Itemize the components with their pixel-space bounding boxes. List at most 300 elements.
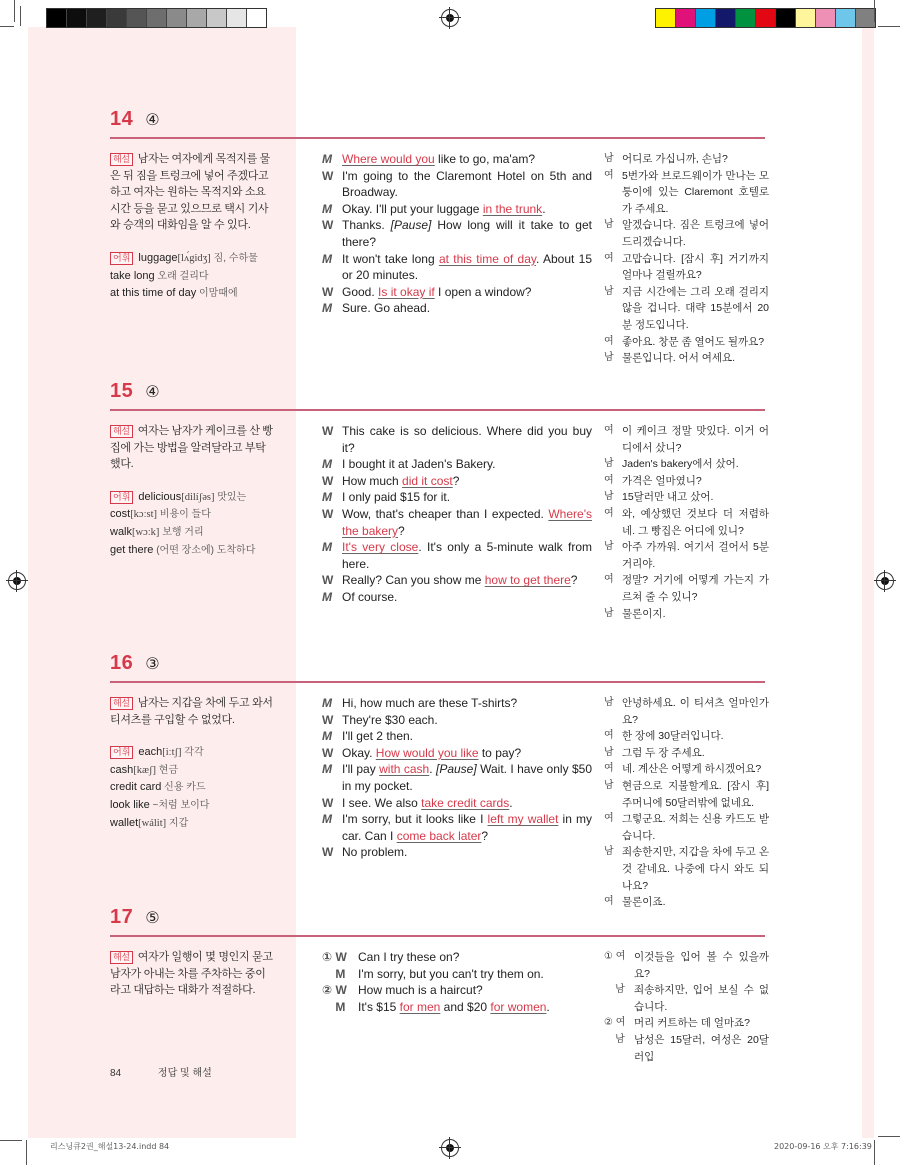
vocab-meaning: 신용 카드 bbox=[161, 782, 206, 794]
speaker-label: M bbox=[322, 729, 332, 744]
dialogue-line bbox=[322, 151, 592, 168]
text-run: I'll pay bbox=[342, 762, 380, 777]
text-run: No problem. bbox=[342, 845, 408, 860]
speaker-label: M bbox=[322, 762, 332, 777]
speaker-label: 여 bbox=[604, 507, 614, 519]
translation-text: 정말? 거기에 어떻게 가는지 가르쳐 줄 수 있니? bbox=[622, 574, 769, 603]
vocab-item bbox=[110, 815, 275, 833]
vocab-meaning: 현금 bbox=[156, 764, 179, 776]
color-swatch bbox=[696, 9, 716, 27]
dialogue-line bbox=[322, 695, 592, 712]
translation-text: 머리 커트하는 데 얼마죠? bbox=[634, 1017, 751, 1030]
translation-line bbox=[604, 695, 769, 728]
dictation-blank: Is it okay if bbox=[378, 284, 435, 299]
speaker-label: 남 bbox=[604, 541, 614, 553]
vocabulary-list bbox=[110, 744, 275, 832]
speaker-label: ① 여 bbox=[604, 951, 626, 962]
dialogue-line bbox=[322, 712, 592, 729]
dialogue-text bbox=[342, 506, 592, 539]
translation-text: 5번가와 브로드웨이가 만나는 모퉁이에 있는 Claremont 호텔로 가 주세요. bbox=[622, 169, 769, 215]
translation-line bbox=[604, 168, 769, 218]
text-run: to pay? bbox=[478, 745, 522, 760]
dialogue-text bbox=[342, 712, 592, 729]
speaker-label: W bbox=[322, 218, 334, 233]
speaker-label: M bbox=[322, 966, 346, 981]
translation-text: 아주 가까워. 여기서 걸어서 5분 거리야. bbox=[622, 541, 769, 570]
speaker-label: W bbox=[322, 424, 334, 438]
dialogue-text bbox=[342, 251, 592, 284]
translation-line bbox=[604, 350, 769, 367]
color-swatch bbox=[127, 9, 147, 27]
dialogue-text bbox=[342, 284, 592, 301]
translation-text: 물론이죠. bbox=[622, 896, 666, 909]
dialogue-line bbox=[322, 589, 592, 606]
question-section-16 bbox=[110, 652, 769, 909]
translation-line bbox=[604, 811, 769, 844]
text-run: and $20 bbox=[440, 999, 491, 1014]
speaker-label: 남 bbox=[604, 458, 614, 470]
dialogue-text bbox=[342, 539, 592, 572]
korean-translation bbox=[604, 423, 769, 622]
text-run: I see. We also bbox=[342, 795, 422, 810]
vocab-item bbox=[110, 489, 275, 507]
text-run: in my car. Can I bbox=[342, 812, 592, 843]
dialogue-text bbox=[342, 217, 592, 250]
color-swatch bbox=[756, 9, 776, 27]
crop-mark bbox=[878, 1136, 900, 1137]
translation-line bbox=[604, 728, 769, 745]
color-swatch bbox=[796, 9, 816, 27]
text-run: They're $30 each. bbox=[342, 712, 438, 727]
translation-text: 남성은 15달러, 여성은 20달러입 bbox=[634, 1033, 769, 1063]
dialogue-line bbox=[322, 999, 592, 1016]
translation-text: 이 케이크 정말 맛있다. 이거 어디에서 샀니? bbox=[622, 425, 769, 454]
dialogue-text bbox=[342, 168, 592, 201]
text-run: [Pause] bbox=[390, 218, 432, 233]
translation-line bbox=[604, 761, 769, 778]
translation-line bbox=[604, 982, 769, 1015]
dialogue-line bbox=[322, 966, 592, 983]
vocab-item bbox=[110, 506, 275, 524]
translation-line bbox=[604, 539, 769, 572]
text-run: Okay. bbox=[342, 745, 376, 760]
vocab-item bbox=[110, 797, 275, 815]
dialogue-text bbox=[342, 300, 592, 317]
text-run: . bbox=[509, 795, 513, 810]
dialogue-text bbox=[358, 982, 592, 999]
explanation-badge: 해설 bbox=[110, 697, 133, 710]
speaker-label: 남 bbox=[604, 491, 614, 503]
dictation-blank: left my wallet bbox=[487, 812, 559, 827]
vocab-meaning: 각각 bbox=[181, 747, 204, 759]
text-run: Of course. bbox=[342, 589, 398, 604]
dialogue-line bbox=[322, 456, 592, 473]
text-run: . bbox=[546, 999, 550, 1014]
speaker-label: M bbox=[322, 999, 346, 1014]
dialogue-text bbox=[342, 423, 592, 456]
question-section-15 bbox=[110, 380, 769, 620]
translation-text: 물론이지. bbox=[622, 607, 666, 620]
translation-line bbox=[604, 217, 769, 250]
translation-text: 이것들을 입어 볼 수 있을까요? bbox=[634, 951, 769, 980]
slug-timestamp: 2020-09-16 오후 7:16:39 bbox=[774, 1142, 872, 1151]
explanation-badge: 해설 bbox=[110, 153, 133, 166]
speaker-label: W bbox=[322, 745, 334, 760]
crop-mark bbox=[0, 26, 14, 27]
section-divider bbox=[110, 137, 765, 139]
text-run: How long will it take to get there? bbox=[342, 218, 592, 249]
text-run: How much bbox=[342, 473, 403, 488]
dictation-blank: for men bbox=[399, 999, 441, 1014]
vocab-meaning: 비용이 들다 bbox=[157, 509, 211, 521]
speaker-label: W bbox=[322, 795, 334, 810]
dialogue-text bbox=[342, 473, 592, 490]
dialogue-line bbox=[322, 795, 592, 812]
question-number: 14 bbox=[110, 108, 134, 130]
dialogue-text bbox=[342, 695, 592, 712]
crop-mark bbox=[0, 1140, 22, 1141]
crop-mark bbox=[26, 1140, 27, 1165]
speaker-label: 남 bbox=[604, 779, 614, 791]
vocab-word: each bbox=[138, 746, 163, 759]
korean-translation bbox=[604, 949, 769, 1065]
dialogue-text bbox=[342, 456, 592, 473]
dialogue-line bbox=[322, 539, 592, 572]
translation-text: 그럼 두 장 주세요. bbox=[622, 746, 705, 759]
vocabulary-badge: 어휘 bbox=[110, 252, 133, 265]
dialogue-line bbox=[322, 251, 592, 284]
question-section-17 bbox=[110, 906, 769, 1063]
dialogue-line bbox=[322, 761, 592, 794]
vocab-word: wallet bbox=[110, 816, 139, 829]
color-swatch bbox=[736, 9, 756, 27]
text-run: How much is a haircut? bbox=[358, 983, 483, 998]
color-swatch bbox=[87, 9, 107, 27]
vocab-pronunciation: [kæʃ] bbox=[133, 764, 156, 776]
dialogue-text bbox=[342, 761, 592, 794]
section-heading bbox=[110, 652, 765, 676]
dialogue-text bbox=[358, 966, 592, 983]
footer-title: 정답 및 해설 bbox=[157, 1068, 212, 1079]
translation-text: 가격은 얼마였니? bbox=[622, 474, 702, 487]
explanation-text: 남자는 여자에게 목적지를 물은 뒤 짐을 트렁크에 넣어 주겠다고 하고 여자는 원하는 목적지와 소요 시간 등을 묻고 있으므로 택시 기사와 승객의 대화임을 알 수 있다. bbox=[110, 153, 270, 232]
vocab-item bbox=[110, 268, 275, 286]
dictation-blank: It's very close bbox=[342, 540, 419, 555]
color-swatch bbox=[107, 9, 127, 27]
slug-filename: 리스닝큐2권_해설13-24.indd 84 bbox=[50, 1142, 170, 1151]
translation-text: 어디로 가십니까, 손님? bbox=[622, 153, 728, 165]
speaker-label: 남 bbox=[604, 846, 614, 858]
explanation-text: 여자가 일행이 몇 명인지 묻고 남자가 아내는 차를 주차하는 중이라고 대답하는 대화가 적절하다. bbox=[110, 951, 273, 997]
registration-mark-icon bbox=[441, 1139, 459, 1157]
translation-text: 그렇군요. 저희는 신용 카드도 받습니다. bbox=[622, 813, 769, 842]
vocab-item bbox=[110, 779, 275, 797]
color-swatch bbox=[676, 9, 696, 27]
translation-text: 현금으로 지불할게요. [잠시 후] 주머니에 50달러밖에 없네요. bbox=[622, 779, 769, 809]
translation-line bbox=[604, 334, 769, 351]
dictation-blank: come back later bbox=[396, 828, 482, 843]
speaker-label: M bbox=[322, 301, 332, 316]
text-run: I'm sorry, but it looks like I bbox=[342, 812, 488, 827]
color-swatch bbox=[716, 9, 736, 27]
vocab-meaning: 짐, 수하물 bbox=[210, 252, 258, 264]
speaker-label: ② 여 bbox=[604, 1017, 626, 1029]
question-number: 16 bbox=[110, 652, 134, 674]
speaker-label: W bbox=[322, 284, 334, 299]
color-swatch bbox=[816, 9, 836, 27]
dialogue-script bbox=[322, 949, 592, 1015]
translation-line bbox=[604, 844, 769, 894]
right-bleed-background bbox=[862, 27, 874, 1138]
dictation-blank: at this time of day bbox=[438, 251, 537, 266]
speaker-label: 여 bbox=[604, 763, 614, 775]
dialogue-script bbox=[322, 695, 592, 861]
text-run: Thanks. bbox=[342, 218, 391, 233]
speaker-label: 남 bbox=[604, 153, 614, 164]
text-run: This cake is so delicious. Where did you buy it? bbox=[342, 424, 592, 455]
translation-line bbox=[604, 1032, 769, 1065]
speaker-label: W bbox=[322, 168, 334, 183]
color-swatch bbox=[776, 9, 796, 27]
dialogue-text bbox=[342, 589, 592, 606]
speaker-label: W bbox=[322, 573, 334, 588]
crop-mark bbox=[878, 26, 900, 27]
translation-line bbox=[604, 473, 769, 490]
speaker-label: 여 bbox=[604, 169, 614, 181]
dialogue-text bbox=[342, 844, 592, 861]
translation-line bbox=[604, 606, 769, 623]
dialogue-line bbox=[322, 168, 592, 201]
text-run: Really? Can you show me bbox=[342, 573, 485, 588]
crop-mark bbox=[874, 0, 875, 22]
explanation-column bbox=[110, 949, 275, 999]
explanation-column bbox=[110, 695, 275, 832]
translation-line bbox=[604, 949, 769, 982]
dialogue-line bbox=[322, 811, 592, 844]
speaker-label: ① W bbox=[322, 950, 347, 964]
translation-line bbox=[604, 506, 769, 539]
text-run: Okay. I'll put your luggage bbox=[342, 201, 483, 216]
translation-text: Jaden's bakery에서 샀어. bbox=[622, 458, 739, 471]
text-run: I'm going to the Claremont Hotel on 5th and Broadway. bbox=[342, 168, 592, 200]
vocab-pronunciation: [wɔːk] bbox=[132, 526, 160, 538]
speaker-label: M bbox=[322, 152, 332, 166]
vocab-meaning: 지갑 bbox=[166, 817, 189, 829]
translation-text: 와, 예상했던 것보다 더 저렴하네. 그 빵집은 어디에 있니? bbox=[622, 507, 769, 537]
explanation bbox=[110, 695, 275, 728]
vocab-word: take long bbox=[110, 269, 155, 282]
crop-mark bbox=[20, 6, 21, 26]
vocab-pronunciation: [lʌ́gidʒ] bbox=[177, 252, 211, 264]
vocab-meaning: 이맘때에 bbox=[196, 288, 238, 300]
dialogue-line bbox=[322, 572, 592, 589]
dialogue-text bbox=[358, 999, 592, 1016]
question-number: 17 bbox=[110, 906, 134, 928]
text-run: I only paid $15 for it. bbox=[342, 490, 451, 505]
explanation-column bbox=[110, 423, 275, 559]
color-swatch bbox=[47, 9, 67, 27]
vocabulary-badge: 어휘 bbox=[110, 491, 133, 504]
page-number: 84 bbox=[110, 1068, 122, 1079]
text-run: ? bbox=[452, 473, 460, 488]
color-swatch bbox=[187, 9, 207, 27]
vocab-word: cost bbox=[110, 508, 131, 521]
vocab-word: get there bbox=[110, 543, 154, 556]
explanation-column bbox=[110, 151, 275, 303]
vocab-meaning: 맛있는 bbox=[214, 491, 247, 503]
section-divider bbox=[110, 935, 765, 937]
registration-mark-icon bbox=[441, 9, 459, 27]
answer-choice: ④ bbox=[145, 112, 160, 129]
speaker-label: 여 bbox=[604, 896, 614, 908]
speaker-label: 남 bbox=[604, 219, 614, 231]
speaker-label: ② W bbox=[322, 983, 347, 998]
speaker-label: 남 bbox=[604, 607, 614, 619]
dialogue-text bbox=[342, 201, 592, 218]
speaker-label: M bbox=[322, 812, 332, 827]
text-run: Sure. Go ahead. bbox=[342, 301, 431, 316]
explanation bbox=[110, 423, 275, 473]
text-run: Can I try these on? bbox=[358, 950, 460, 964]
text-run: [Pause] bbox=[435, 762, 477, 777]
dialogue-text bbox=[342, 572, 592, 589]
dialogue-text bbox=[358, 949, 592, 966]
dialogue-line bbox=[322, 844, 592, 861]
vocab-item bbox=[110, 542, 275, 560]
speaker-label: M bbox=[322, 201, 332, 216]
vocabulary-badge: 어휘 bbox=[110, 746, 133, 759]
translation-line bbox=[604, 1015, 769, 1032]
section-divider bbox=[110, 409, 765, 411]
explanation bbox=[110, 151, 275, 234]
answer-choice: ③ bbox=[145, 656, 160, 673]
speaker-label: M bbox=[322, 457, 332, 472]
speaker-label: 남 bbox=[604, 1033, 625, 1045]
question-number: 15 bbox=[110, 380, 134, 402]
color-swatch bbox=[207, 9, 227, 27]
dictation-blank: in the trunk bbox=[482, 201, 543, 216]
dictation-blank: take credit cards bbox=[421, 795, 510, 810]
text-run: like to go, ma'am? bbox=[434, 152, 536, 166]
crop-mark bbox=[14, 0, 15, 22]
explanation bbox=[110, 949, 275, 999]
vocab-word: look like bbox=[110, 798, 150, 811]
text-run: Good. bbox=[342, 284, 379, 299]
dictation-blank: How would you like bbox=[375, 745, 479, 760]
translation-line bbox=[604, 572, 769, 605]
speaker-label: W bbox=[322, 712, 334, 727]
color-swatch bbox=[227, 9, 247, 27]
text-run: It won't take long bbox=[342, 251, 439, 266]
dictation-blank: Where would you bbox=[342, 152, 435, 166]
speaker-label: M bbox=[322, 251, 332, 266]
translation-text: 네. 계산은 어떻게 하시겠어요? bbox=[622, 763, 762, 776]
speaker-label: 여 bbox=[604, 335, 614, 347]
speaker-label: M bbox=[322, 540, 332, 555]
registration-mark-icon bbox=[876, 572, 894, 590]
vocabulary-list bbox=[110, 489, 275, 559]
speaker-label: 남 bbox=[604, 352, 614, 364]
speaker-label: 남 bbox=[604, 285, 614, 297]
speaker-label: W bbox=[322, 845, 334, 860]
dialogue-line bbox=[322, 201, 592, 218]
vocab-pronunciation: [kɔːst] bbox=[130, 509, 158, 521]
section-heading bbox=[110, 906, 765, 930]
vocab-meaning: 보행 거리 bbox=[159, 526, 204, 538]
dialogue-line bbox=[322, 284, 592, 301]
dialogue-script bbox=[322, 151, 592, 317]
dialogue-line bbox=[322, 728, 592, 745]
text-run: Wait. I have only $50 in my pocket. bbox=[342, 762, 593, 793]
section-heading bbox=[110, 108, 765, 132]
explanation-badge: 해설 bbox=[110, 425, 133, 438]
vocab-word: at this time of day bbox=[110, 287, 197, 300]
text-run: I'll get 2 then. bbox=[342, 729, 414, 744]
speaker-label: M bbox=[322, 696, 332, 710]
text-run: ? bbox=[398, 523, 405, 538]
translation-text: 죄송하지만, 입어 보실 수 없습니다. bbox=[634, 984, 769, 1013]
text-run: Wow, that's cheaper than I expected. bbox=[342, 506, 549, 521]
dialogue-text bbox=[342, 795, 592, 812]
vocab-item bbox=[110, 762, 275, 780]
gray-calibration-bar bbox=[46, 8, 267, 28]
page-footer bbox=[110, 1064, 212, 1079]
translation-text: 지금 시간에는 그리 오래 걸리지 않을 겁니다. 대략 15분에서 20분 정도입니다. bbox=[622, 285, 769, 331]
answer-choice: ⑤ bbox=[145, 910, 160, 927]
translation-text: 한 장에 30달러입니다. bbox=[622, 730, 724, 743]
speaker-label: W bbox=[322, 506, 334, 521]
translation-line bbox=[604, 456, 769, 473]
speaker-label: 여 bbox=[604, 813, 614, 825]
vocab-word: walk bbox=[110, 525, 133, 538]
dialogue-line bbox=[322, 982, 592, 999]
dictation-blank: how to get there bbox=[484, 573, 571, 588]
speaker-label: 남 bbox=[604, 697, 614, 708]
vocab-item bbox=[110, 285, 275, 303]
text-run: ? bbox=[481, 828, 489, 843]
korean-translation bbox=[604, 695, 769, 911]
vocab-item bbox=[110, 524, 275, 542]
speaker-label: 여 bbox=[604, 252, 614, 264]
korean-translation bbox=[604, 151, 769, 367]
color-swatch bbox=[147, 9, 167, 27]
dialogue-line bbox=[322, 506, 592, 539]
color-swatch bbox=[656, 9, 676, 27]
speaker-label: M bbox=[322, 490, 332, 505]
vocab-meaning: ~처럼 보이다 bbox=[149, 799, 210, 811]
dictation-blank: with cash bbox=[379, 762, 430, 777]
dialogue-text bbox=[342, 745, 592, 762]
text-run: ? bbox=[570, 573, 578, 588]
color-swatch bbox=[247, 9, 266, 27]
dialogue-line bbox=[322, 489, 592, 506]
vocab-word: luggage bbox=[138, 251, 178, 264]
text-run: . About 15 or 20 minutes. bbox=[342, 251, 593, 283]
dialogue-line bbox=[322, 217, 592, 250]
crop-mark bbox=[874, 1140, 875, 1165]
translation-line bbox=[604, 151, 769, 168]
vocab-word: cash bbox=[110, 763, 134, 776]
color-swatch bbox=[167, 9, 187, 27]
dialogue-line bbox=[322, 949, 592, 966]
dialogue-script bbox=[322, 423, 592, 606]
speaker-label: 여 bbox=[604, 574, 614, 586]
vocab-item bbox=[110, 250, 275, 268]
color-swatch bbox=[856, 9, 875, 27]
vocab-pronunciation: [wálit] bbox=[138, 817, 167, 829]
speaker-label: 남 bbox=[604, 746, 614, 758]
vocab-pronunciation: [iːtʃ] bbox=[162, 747, 182, 759]
